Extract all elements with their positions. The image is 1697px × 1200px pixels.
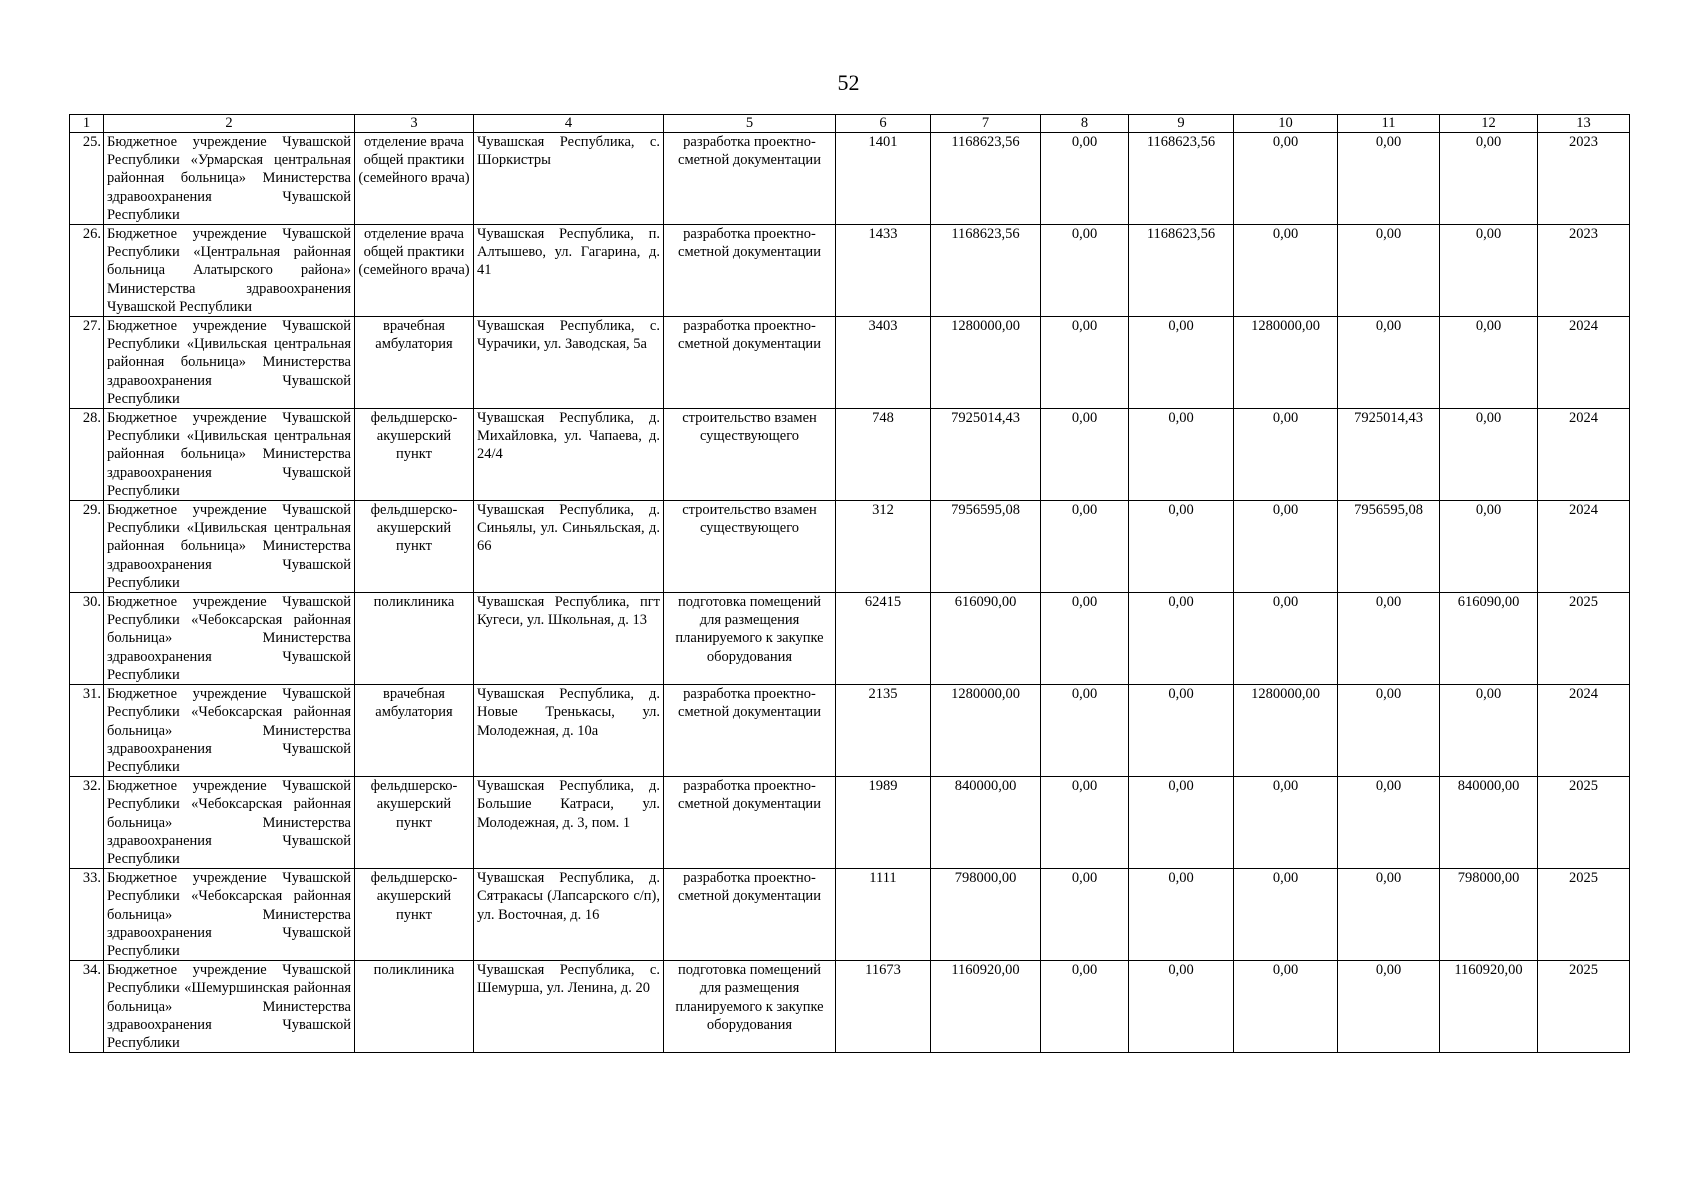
cell-col-10: 0,00: [1234, 961, 1338, 1053]
work-type: разработка проектно-сметной документации: [664, 869, 836, 961]
institution-name: Бюджетное учреждение Чувашской Республики «Чебоксарская районная больница» Министерства здравоохранения Чувашской Республики: [104, 593, 355, 685]
institution-name: Бюджетное учреждение Чувашской Республики «Урмарская центральная районная больница» Министерства здравоохранения Чувашской Республики: [104, 133, 355, 225]
facility-address: Чувашская Республика, д. Синьялы, ул. Синьяльская, д. 66: [474, 501, 664, 593]
institution-name: Бюджетное учреждение Чувашской Республики «Чебоксарская районная больница» Министерства здравоохранения Чувашской Республики: [104, 777, 355, 869]
cell-col-7: 1168623,56: [931, 133, 1041, 225]
cell-col-13: 2023: [1538, 133, 1630, 225]
row-number: 30.: [70, 593, 104, 685]
facility-type: врачебная амбулатория: [355, 317, 474, 409]
cell-col-13: 2025: [1538, 961, 1630, 1053]
cell-col-13: 2025: [1538, 593, 1630, 685]
cell-col-9: 0,00: [1129, 501, 1234, 593]
institution-name: Бюджетное учреждение Чувашской Республики «Чебоксарская районная больница» Министерства здравоохранения Чувашской Республики: [104, 685, 355, 777]
column-header: 2: [104, 115, 355, 133]
institution-name: Бюджетное учреждение Чувашской Республики «Шемуршинская районная больница» Министерства здравоохранения Чувашской Республики: [104, 961, 355, 1053]
cell-col-6: 748: [836, 409, 931, 501]
cell-col-12: 1160920,00: [1440, 961, 1538, 1053]
institution-name: Бюджетное учреждение Чувашской Республики «Чебоксарская районная больница» Министерства здравоохранения Чувашской Республики: [104, 869, 355, 961]
table-row: [70, 133, 1630, 225]
facility-address: Чувашская Республика, д. Михайловка, ул. Чапаева, д. 24/4: [474, 409, 664, 501]
cell-col-12: 0,00: [1440, 409, 1538, 501]
column-header: 6: [836, 115, 931, 133]
institution-name: Бюджетное учреждение Чувашской Республики «Цивильская центральная районная больница» Министерства здравоохранения Чувашской Республики: [104, 317, 355, 409]
facility-address: Чувашская Республика, с. Шемурша, ул. Ленина, д. 20: [474, 961, 664, 1053]
cell-col-13: 2024: [1538, 685, 1630, 777]
cell-col-12: 0,00: [1440, 501, 1538, 593]
facility-address: Чувашская Республика, д. Большие Катраси, ул. Молодежная, д. 3, пом. 1: [474, 777, 664, 869]
facility-address: Чувашская Республика, д. Новые Тренькасы, ул. Молодежная, д. 10а: [474, 685, 664, 777]
cell-col-12: 616090,00: [1440, 593, 1538, 685]
row-number: 33.: [70, 869, 104, 961]
cell-col-6: 1989: [836, 777, 931, 869]
cell-col-6: 1433: [836, 225, 931, 317]
cell-col-9: 0,00: [1129, 593, 1234, 685]
cell-col-9: 0,00: [1129, 777, 1234, 869]
facility-type: отделение врача общей практики (семейного врача): [355, 133, 474, 225]
column-header: 10: [1234, 115, 1338, 133]
work-type: разработка проектно-сметной документации: [664, 777, 836, 869]
table-row: [70, 593, 1630, 685]
cell-col-9: 0,00: [1129, 869, 1234, 961]
cell-col-6: 3403: [836, 317, 931, 409]
table-row: [70, 409, 1630, 501]
column-header: 7: [931, 115, 1041, 133]
cell-col-12: 0,00: [1440, 133, 1538, 225]
cell-col-8: 0,00: [1041, 409, 1129, 501]
column-number-row: [70, 115, 1630, 133]
row-number: 31.: [70, 685, 104, 777]
work-type: разработка проектно-сметной документации: [664, 317, 836, 409]
table-row: [70, 685, 1630, 777]
institution-name: Бюджетное учреждение Чувашской Республики «Цивильская центральная районная больница» Министерства здравоохранения Чувашской Республики: [104, 409, 355, 501]
page-number: 52: [837, 70, 860, 95]
row-number: 25.: [70, 133, 104, 225]
column-header: 3: [355, 115, 474, 133]
row-number: 32.: [70, 777, 104, 869]
cell-col-10: 0,00: [1234, 409, 1338, 501]
cell-col-8: 0,00: [1041, 501, 1129, 593]
cell-col-7: 1280000,00: [931, 685, 1041, 777]
facility-type: фельдшерско-акушерский пункт: [355, 409, 474, 501]
facility-address: Чувашская Республика, д. Сятракасы (Лапсарского с/п), ул. Восточная, д. 16: [474, 869, 664, 961]
cell-col-11: 0,00: [1338, 593, 1440, 685]
cell-col-12: 0,00: [1440, 685, 1538, 777]
facility-address: Чувашская Республика, п. Алтышево, ул. Гагарина, д. 41: [474, 225, 664, 317]
cell-col-11: 0,00: [1338, 777, 1440, 869]
cell-col-11: 0,00: [1338, 961, 1440, 1053]
cell-col-9: 1168623,56: [1129, 133, 1234, 225]
cell-col-8: 0,00: [1041, 317, 1129, 409]
row-number: 28.: [70, 409, 104, 501]
cell-col-13: 2024: [1538, 409, 1630, 501]
facility-type: фельдшерско-акушерский пункт: [355, 501, 474, 593]
column-header: 12: [1440, 115, 1538, 133]
cell-col-10: 0,00: [1234, 501, 1338, 593]
cell-col-11: 0,00: [1338, 685, 1440, 777]
facility-type: фельдшерско-акушерский пункт: [355, 777, 474, 869]
table-row: [70, 869, 1630, 961]
cell-col-8: 0,00: [1041, 869, 1129, 961]
work-type: подготовка помещений для размещения планируемого к закупке оборудования: [664, 961, 836, 1053]
work-type: разработка проектно-сметной документации: [664, 225, 836, 317]
cell-col-12: 0,00: [1440, 225, 1538, 317]
table-row: [70, 961, 1630, 1053]
facility-type: врачебная амбулатория: [355, 685, 474, 777]
cell-col-11: 7956595,08: [1338, 501, 1440, 593]
cell-col-11: 0,00: [1338, 317, 1440, 409]
column-header: 11: [1338, 115, 1440, 133]
cell-col-7: 7925014,43: [931, 409, 1041, 501]
cell-col-8: 0,00: [1041, 685, 1129, 777]
facilities-table: [69, 114, 1630, 1053]
cell-col-7: 1280000,00: [931, 317, 1041, 409]
facility-address: Чувашская Республика, пгт Кугеси, ул. Школьная, д. 13: [474, 593, 664, 685]
column-header: 13: [1538, 115, 1630, 133]
institution-name: Бюджетное учреждение Чувашской Республики «Центральная районная больница Алатырского района» Министерства здравоохранения Чувашской Республики: [104, 225, 355, 317]
cell-col-8: 0,00: [1041, 225, 1129, 317]
cell-col-8: 0,00: [1041, 593, 1129, 685]
cell-col-13: 2023: [1538, 225, 1630, 317]
cell-col-9: 1168623,56: [1129, 225, 1234, 317]
cell-col-6: 2135: [836, 685, 931, 777]
cell-col-6: 1111: [836, 869, 931, 961]
row-number: 26.: [70, 225, 104, 317]
work-type: разработка проектно-сметной документации: [664, 685, 836, 777]
cell-col-9: 0,00: [1129, 685, 1234, 777]
cell-col-12: 798000,00: [1440, 869, 1538, 961]
cell-col-7: 1160920,00: [931, 961, 1041, 1053]
cell-col-13: 2024: [1538, 317, 1630, 409]
facility-address: Чувашская Республика, с. Шоркистры: [474, 133, 664, 225]
row-number: 34.: [70, 961, 104, 1053]
row-number: 29.: [70, 501, 104, 593]
cell-col-10: 0,00: [1234, 225, 1338, 317]
cell-col-12: 840000,00: [1440, 777, 1538, 869]
institution-name: Бюджетное учреждение Чувашской Республики «Цивильская центральная районная больница» Министерства здравоохранения Чувашской Республики: [104, 501, 355, 593]
cell-col-13: 2025: [1538, 869, 1630, 961]
facility-address: Чувашская Республика, с. Чурачики, ул. Заводская, 5а: [474, 317, 664, 409]
cell-col-8: 0,00: [1041, 133, 1129, 225]
cell-col-7: 798000,00: [931, 869, 1041, 961]
cell-col-6: 62415: [836, 593, 931, 685]
facility-type: фельдшерско-акушерский пункт: [355, 869, 474, 961]
work-type: разработка проектно-сметной документации: [664, 133, 836, 225]
cell-col-10: 0,00: [1234, 777, 1338, 869]
cell-col-9: 0,00: [1129, 409, 1234, 501]
cell-col-7: 616090,00: [931, 593, 1041, 685]
cell-col-11: 7925014,43: [1338, 409, 1440, 501]
cell-col-13: 2024: [1538, 501, 1630, 593]
cell-col-10: 0,00: [1234, 869, 1338, 961]
work-type: строительство взамен существующего: [664, 501, 836, 593]
cell-col-7: 7956595,08: [931, 501, 1041, 593]
column-header: 5: [664, 115, 836, 133]
work-type: строительство взамен существующего: [664, 409, 836, 501]
column-header: 4: [474, 115, 664, 133]
work-type: подготовка помещений для размещения планируемого к закупке оборудования: [664, 593, 836, 685]
facility-type: поликлиника: [355, 593, 474, 685]
facility-type: отделение врача общей практики (семейного врача): [355, 225, 474, 317]
facility-type: поликлиника: [355, 961, 474, 1053]
column-header: 8: [1041, 115, 1129, 133]
cell-col-6: 1401: [836, 133, 931, 225]
cell-col-9: 0,00: [1129, 317, 1234, 409]
cell-col-9: 0,00: [1129, 961, 1234, 1053]
table-row: [70, 777, 1630, 869]
cell-col-7: 1168623,56: [931, 225, 1041, 317]
cell-col-8: 0,00: [1041, 961, 1129, 1053]
cell-col-11: 0,00: [1338, 225, 1440, 317]
cell-col-6: 312: [836, 501, 931, 593]
row-number: 27.: [70, 317, 104, 409]
cell-col-11: 0,00: [1338, 869, 1440, 961]
cell-col-7: 840000,00: [931, 777, 1041, 869]
cell-col-10: 1280000,00: [1234, 317, 1338, 409]
table-row: [70, 225, 1630, 317]
table-row: [70, 317, 1630, 409]
table-row: [70, 501, 1630, 593]
cell-col-12: 0,00: [1440, 317, 1538, 409]
cell-col-8: 0,00: [1041, 777, 1129, 869]
cell-col-11: 0,00: [1338, 133, 1440, 225]
column-header: 1: [70, 115, 104, 133]
cell-col-6: 11673: [836, 961, 931, 1053]
column-header: 9: [1129, 115, 1234, 133]
cell-col-10: 0,00: [1234, 133, 1338, 225]
cell-col-10: 0,00: [1234, 593, 1338, 685]
cell-col-10: 1280000,00: [1234, 685, 1338, 777]
cell-col-13: 2025: [1538, 777, 1630, 869]
